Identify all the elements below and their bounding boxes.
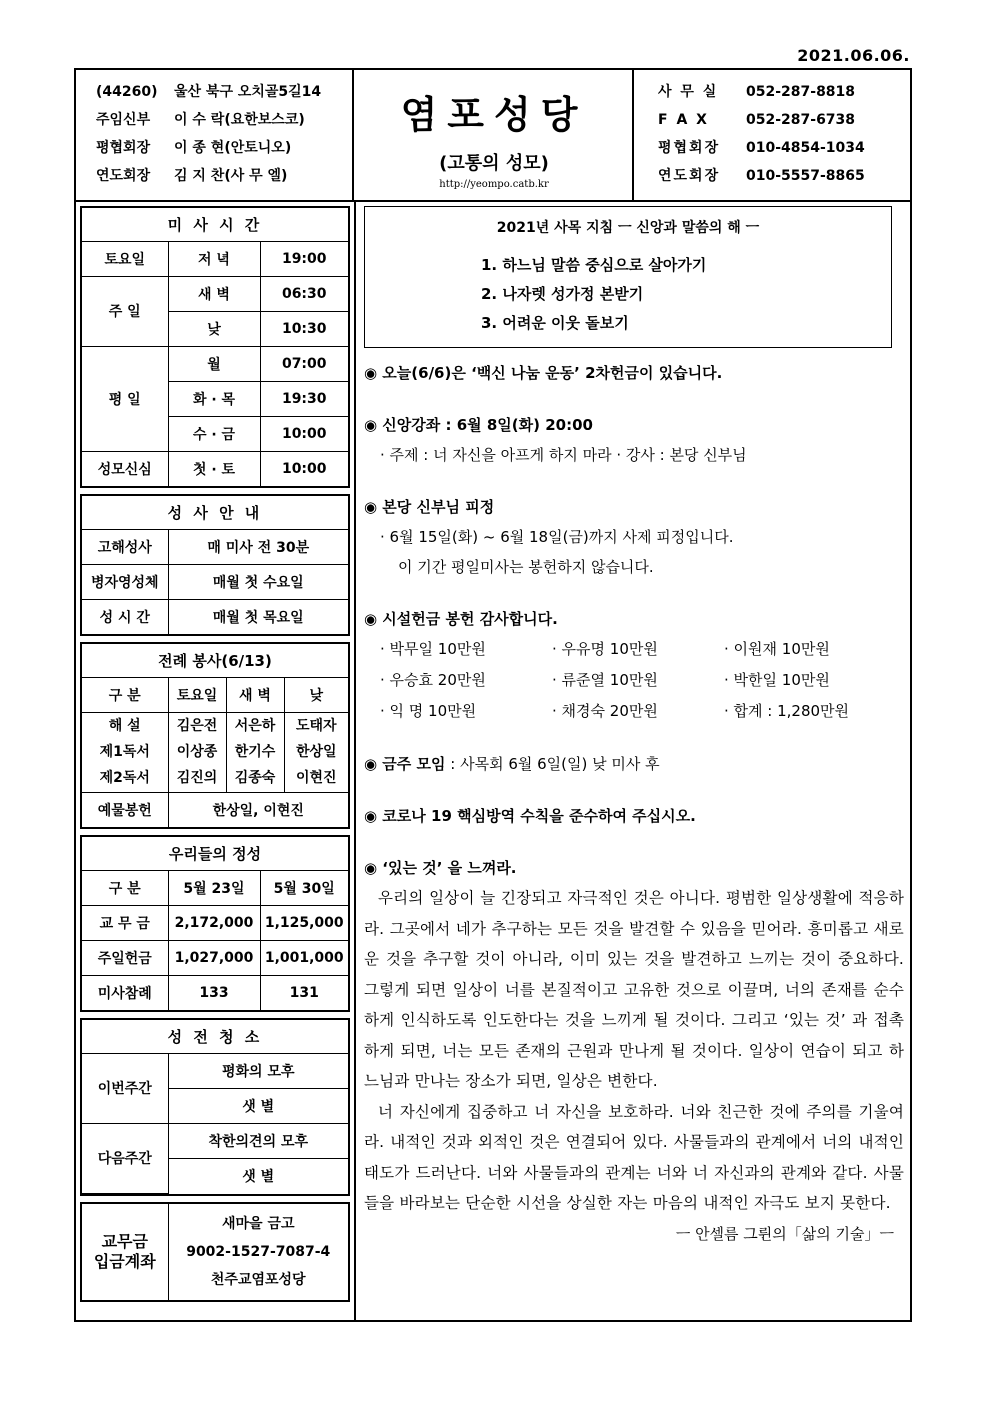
table-row: 화 · 목 19:30 bbox=[82, 381, 348, 416]
address-line: (44260) 울산 북구 오치골5길14 bbox=[96, 84, 322, 100]
motto-item: 3. 어려운 이웃 돌보기 bbox=[481, 314, 629, 332]
notice-vaccine: ◉ 오늘(6/6)은 ‘백신 나눔 운동’ 2차헌금이 있습니다. bbox=[364, 364, 723, 382]
pastoral-motto-box bbox=[364, 206, 892, 348]
table-row bbox=[82, 1204, 348, 1300]
reflection-paragraph: 너 자신에게 집중하고 너 자신을 보호하라. 너와 친근한 것에 주의를 기울여라. 내적인 것과 외적인 것은 연결되어 있다. 사물들과의 관계에서 너의 내적인 태도가 드러난다. 너와 사물들과의 관계는 너와 너 자신과의 관계와 같다. 사물들을 바라보는 단순한 시선을 상실한 자는 마음의 내적인 자극도 보지 못한다. bbox=[364, 1102, 904, 1212]
right-column bbox=[364, 206, 904, 1249]
table-row: 성 시 간 매월 첫 목요일 bbox=[82, 599, 348, 634]
notice-donation: ◉ 시설헌금 봉헌 감사합니다. bbox=[364, 610, 558, 628]
reflection-paragraph: 우리의 일상이 늘 긴장되고 자극적인 것은 아니다. 평범한 일상생활에 적응하라. 그곳에서 네가 추구하는 모든 것을 발견할 수 있음을 믿어라. 흥미롭고 새로운 것을 추구할 것이 아니라, 이미 있는 것을 발견하고 느끼는 것이 중요하다. 그렇게 되면 일상이 너를 본질적이고 고유한 것으로 이끌며, 너의 존재를 순수하게 인식하도록 인도한다는 것을 느끼게 될 것이다. 그리고 ‘있는 것’ 과 접촉하게 되면, 너는 모든 존재의 근원과 만나게 될 것이다. 일상이 연습이 되고 하느님과 만나는 장소가 되면, 일상은 변한다. bbox=[364, 889, 904, 1090]
liturgy-table bbox=[82, 644, 348, 827]
account-holder: 천주교염포성당 bbox=[210, 1271, 306, 1288]
church-patron: (고통의 성모) bbox=[439, 153, 549, 174]
contact-prayer: 연도회장 010-5557-8865 bbox=[658, 168, 865, 184]
mass-times-table bbox=[82, 208, 348, 486]
sacrament-box bbox=[80, 494, 350, 636]
contact-council: 평협회장 010-4854-1034 bbox=[658, 140, 865, 156]
mass-times-title: 미 사 시 간 bbox=[82, 208, 348, 241]
finance-box bbox=[80, 835, 350, 1012]
notice-retreat-detail: · 6월 15일(화) ~ 6월 18일(금)까지 사제 피정입니다. bbox=[380, 528, 734, 546]
notice-meeting: ◉ 금주 모임 : 사목회 6월 6일(일) 낮 미사 후 bbox=[364, 755, 660, 773]
liturgy-box bbox=[80, 642, 350, 829]
table-row: 토요일 저 녁 19:00 bbox=[82, 241, 348, 276]
header-info bbox=[76, 70, 354, 200]
donor-row: · 우승효 20만원 · 류준열 10만원 · 박한일 10만원 bbox=[380, 671, 830, 689]
reflection-title: ◉ ‘있는 것’ 을 느껴라. bbox=[364, 859, 517, 877]
contact-fax: F A X 052-287-6738 bbox=[658, 112, 856, 128]
reflection-source: ㅡ 안셀름 그륀의「삶의 기술」ㅡ bbox=[675, 1224, 894, 1243]
finance-table bbox=[82, 837, 348, 1010]
table-row: 해 설 제1독서 제2독서 김은전 이상종 김진의 서은하 한기수 김종숙 도태자 한상일 이현진 bbox=[82, 712, 348, 792]
table-row: 낮 10:30 bbox=[82, 311, 348, 346]
account-label-1: 교무금 bbox=[101, 1231, 148, 1251]
motto-item: 2. 나자렛 성가정 본받기 bbox=[481, 285, 644, 303]
account-number: 9002-1527-7087-4 bbox=[186, 1243, 331, 1260]
table-row: 주일헌금 1,027,000 1,001,000 bbox=[82, 940, 348, 975]
church-name: 염포성당 bbox=[400, 93, 588, 137]
church-url[interactable]: http://yeompo.catb.kr bbox=[439, 179, 549, 190]
liturgy-title: 전례 봉사(6/13) bbox=[82, 644, 348, 677]
prayer-line: 연도회장 김 지 찬(사 무 엘) bbox=[96, 168, 288, 184]
table-row: 평 일 월 07:00 bbox=[82, 346, 348, 381]
header-contacts bbox=[636, 70, 910, 200]
table-row: 샛 별 bbox=[82, 1158, 348, 1193]
account-label-2: 입금계좌 bbox=[93, 1251, 156, 1271]
table-row: 다음주간 착한의견의 모후 bbox=[82, 1123, 348, 1158]
cleaning-title: 성 전 청 소 bbox=[82, 1020, 348, 1053]
table-row: 구 분 토요일 새 벽 낮 bbox=[82, 677, 348, 712]
cleaning-table bbox=[82, 1020, 348, 1194]
header-title-block bbox=[356, 70, 634, 200]
table-row: 병자영성체 매월 첫 수요일 bbox=[82, 564, 348, 599]
notice-covid: ◉ 코로나 19 핵심방역 수칙을 준수하여 주십시오. bbox=[364, 807, 696, 825]
table-row: 샛 별 bbox=[82, 1088, 348, 1123]
table-row: 교 무 금 2,172,000 1,125,000 bbox=[82, 905, 348, 940]
account-bank: 새마을 금고 bbox=[222, 1215, 295, 1232]
cleaning-box bbox=[80, 1018, 350, 1196]
column-divider bbox=[354, 202, 356, 1322]
finance-title: 우리들의 정성 bbox=[82, 837, 348, 870]
left-column bbox=[80, 206, 350, 1302]
table-row: 예물봉헌 한상일, 이현진 bbox=[82, 792, 348, 827]
notice-retreat: ◉ 본당 신부님 피정 bbox=[364, 498, 495, 516]
bulletin-frame bbox=[74, 68, 912, 1322]
table-row: 이번주간 평화의 모후 bbox=[82, 1053, 348, 1088]
bulletin-date: 2021.06.06. bbox=[797, 46, 910, 65]
donor-row: · 익 명 10만원 · 채경숙 20만원 · 합계 : 1,280만원 bbox=[380, 702, 850, 720]
notice-lecture-detail: · 주제 : 너 자신을 아프게 하지 마라 · 강사 : 본당 신부님 bbox=[380, 446, 747, 464]
contact-office: 사 무 실 052-287-8818 bbox=[658, 84, 856, 100]
council-line: 평협회장 이 종 현(안토니오) bbox=[96, 140, 292, 156]
table-row: 미사참례 133 131 bbox=[82, 975, 348, 1010]
mass-times-box bbox=[80, 206, 350, 488]
table-row: 성모신심 첫 · 토 10:00 bbox=[82, 451, 348, 486]
table-row: 고해성사 매 미사 전 30분 bbox=[82, 529, 348, 564]
donor-row: · 박무일 10만원 · 우유명 10만원 · 이원재 10만원 bbox=[380, 640, 830, 658]
account-box bbox=[80, 1202, 350, 1302]
motto-item: 1. 하느님 말씀 중심으로 살아가기 bbox=[481, 256, 707, 274]
table-row: 주 일 새 벽 06:30 bbox=[82, 276, 348, 311]
notice-lecture: ◉ 신앙강좌 : 6월 8일(화) 20:00 bbox=[364, 416, 593, 434]
account-table bbox=[82, 1204, 348, 1300]
table-row: 수 · 금 10:00 bbox=[82, 416, 348, 451]
header bbox=[76, 70, 910, 202]
motto-title: 2021년 사목 지침 ㅡ 신앙과 말씀의 해 ㅡ bbox=[496, 220, 760, 236]
table-row: 구 분 5월 23일 5월 30일 bbox=[82, 870, 348, 905]
sacrament-table bbox=[82, 496, 348, 634]
sacrament-title: 성 사 안 내 bbox=[82, 496, 348, 529]
notice-retreat-detail: 이 기간 평일미사는 봉헌하지 않습니다. bbox=[398, 558, 654, 576]
pastor-line: 주임신부 이 수 락(요한보스코) bbox=[96, 112, 305, 128]
